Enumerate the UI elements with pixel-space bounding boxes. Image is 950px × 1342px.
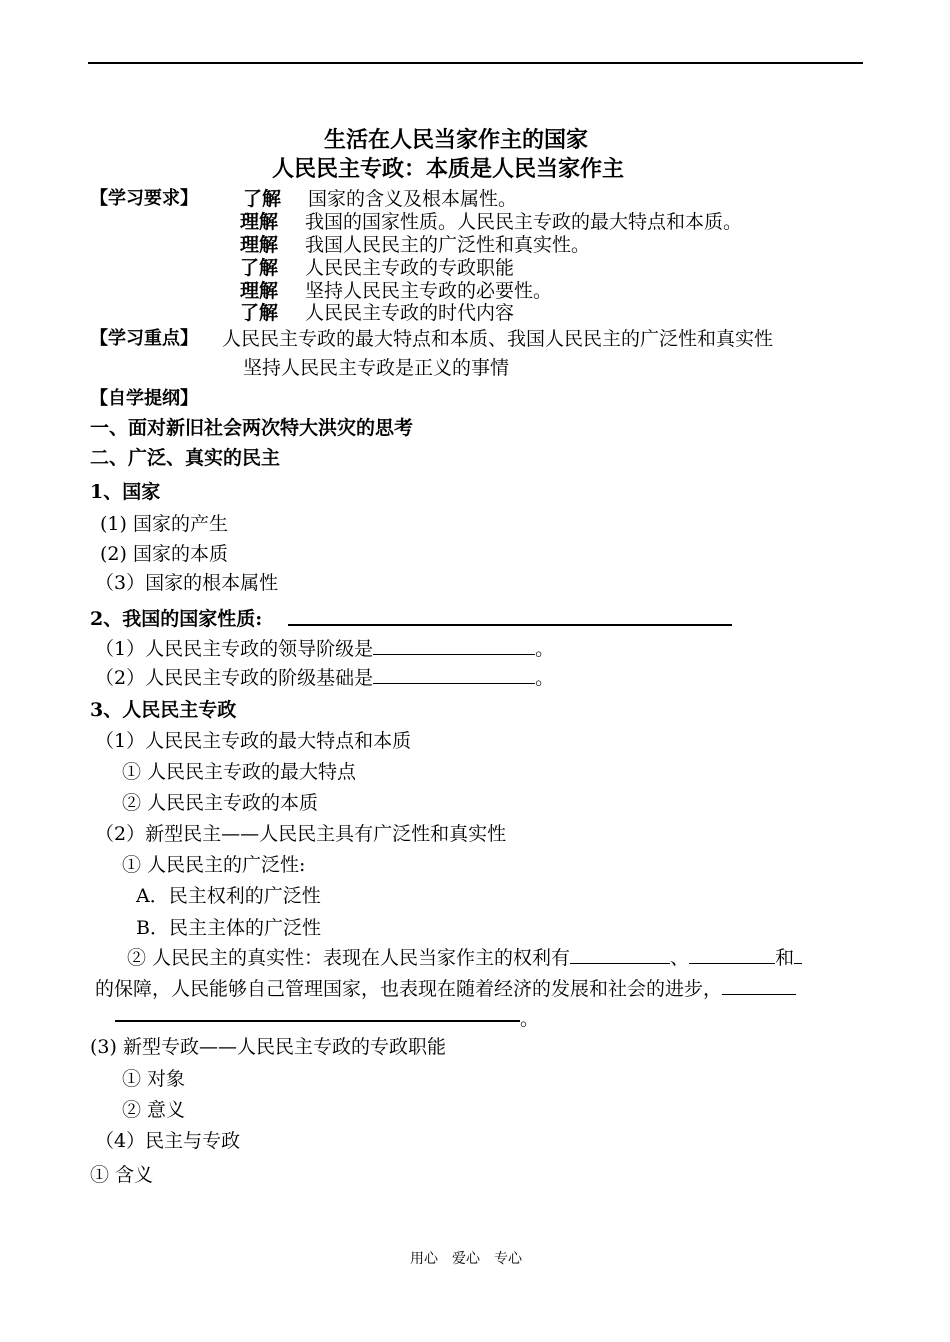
question-text: （1）人民民主专政的领导阶级是 (95, 638, 374, 660)
answer-blank[interactable] (689, 946, 775, 964)
subsection-heading: 2、我国的国家性质: (90, 608, 263, 630)
outline-item: (3) 新型专政——人民民主专政的专政职能 (90, 1036, 446, 1058)
period: 。 (535, 638, 555, 660)
outline-subitem: ② 人民民主专政的本质 (122, 792, 319, 814)
answer-blank[interactable] (794, 946, 802, 964)
requirement-verb: 了解 (240, 257, 279, 279)
requirements-label: 【学习要求】 (90, 188, 198, 209)
answer-blank[interactable] (288, 624, 732, 626)
answer-blank[interactable] (373, 637, 535, 655)
outline-item: （1）人民民主专政的最大特点和本质 (95, 730, 412, 752)
section-heading: 二、广泛、真实的民主 (90, 447, 281, 469)
period: 。 (535, 667, 555, 689)
separator: 、 (670, 947, 690, 969)
outline-item: （3）国家的根本属性 (95, 572, 279, 594)
requirement-text: 人民民主专政的专政职能 (305, 257, 515, 279)
outline-subitem: ① 对象 (122, 1068, 186, 1090)
requirement-text: 我国的国家性质。人民民主专政的最大特点和本质。 (305, 211, 743, 233)
outline-item: （4）民主与专政 (95, 1130, 241, 1152)
question-line (95, 634, 554, 661)
answer-blank[interactable] (570, 946, 670, 964)
focus-line-2: 坚持人民民主专政是正义的事情 (243, 357, 510, 379)
outline-subitem: ① 含义 (90, 1164, 154, 1186)
requirement-verb: 理解 (240, 280, 279, 302)
focus-line-1: 人民民主专政的最大特点和本质、我国人民民主的广泛性和真实性 (222, 328, 774, 350)
requirement-text: 我国人民民主的广泛性和真实性。 (305, 234, 591, 256)
question-text: （2）人民民主专政的阶级基础是 (95, 667, 374, 689)
requirement-verb: 了解 (240, 302, 279, 324)
requirement-verb: 理解 (240, 234, 279, 256)
requirement-verb: 了解 (243, 188, 282, 210)
question-text: 的保障，人民能够自己管理国家，也表现在随着经济的发展和社会的进步， (95, 978, 723, 1000)
outline-subitem: B．民主主体的广泛性 (136, 917, 321, 939)
answer-blank[interactable] (373, 666, 535, 684)
requirement-text: 人民民主专政的时代内容 (305, 302, 515, 324)
title-2: 人民民主专政：本质是人民当家作主 (272, 156, 625, 182)
question-line (95, 974, 796, 1001)
outline-subitem: A．民主权利的广泛性 (136, 885, 321, 907)
answer-blank[interactable] (115, 1020, 520, 1022)
and-text: 和 (775, 947, 795, 969)
focus-label: 【学习重点】 (90, 328, 198, 349)
outline-item: （2）新型民主——人民民主具有广泛性和真实性 (95, 823, 507, 845)
requirement-text: 国家的含义及根本属性。 (308, 188, 518, 210)
page-footer: 用心 爱心 专心 (410, 1251, 522, 1267)
section-heading: 一、面对新旧社会两次特大洪灾的思考 (90, 417, 414, 439)
outline-label: 【自学提纲】 (90, 388, 198, 409)
question-text: ② 人民民主的真实性：表现在人民当家作主的权利有 (127, 947, 571, 969)
header-rule (88, 62, 863, 64)
question-line (127, 943, 802, 970)
question-line (95, 663, 554, 690)
requirement-verb: 理解 (240, 211, 279, 233)
subsection-heading: 3、人民民主专政 (90, 699, 237, 721)
title-1: 生活在人民当家作主的国家 (324, 127, 589, 153)
outline-item: (1) 国家的产生 (100, 513, 228, 535)
outline-subitem: ① 人民民主专政的最大特点 (122, 761, 357, 783)
outline-subitem: ① 人民民主的广泛性: (122, 854, 306, 876)
requirement-text: 坚持人民民主专政的必要性。 (305, 280, 553, 302)
outline-item: (2) 国家的本质 (100, 543, 228, 565)
answer-blank[interactable] (722, 977, 796, 995)
period: 。 (520, 1008, 540, 1030)
subsection-heading: 1、国家 (90, 481, 161, 503)
outline-subitem: ② 意义 (122, 1099, 186, 1121)
